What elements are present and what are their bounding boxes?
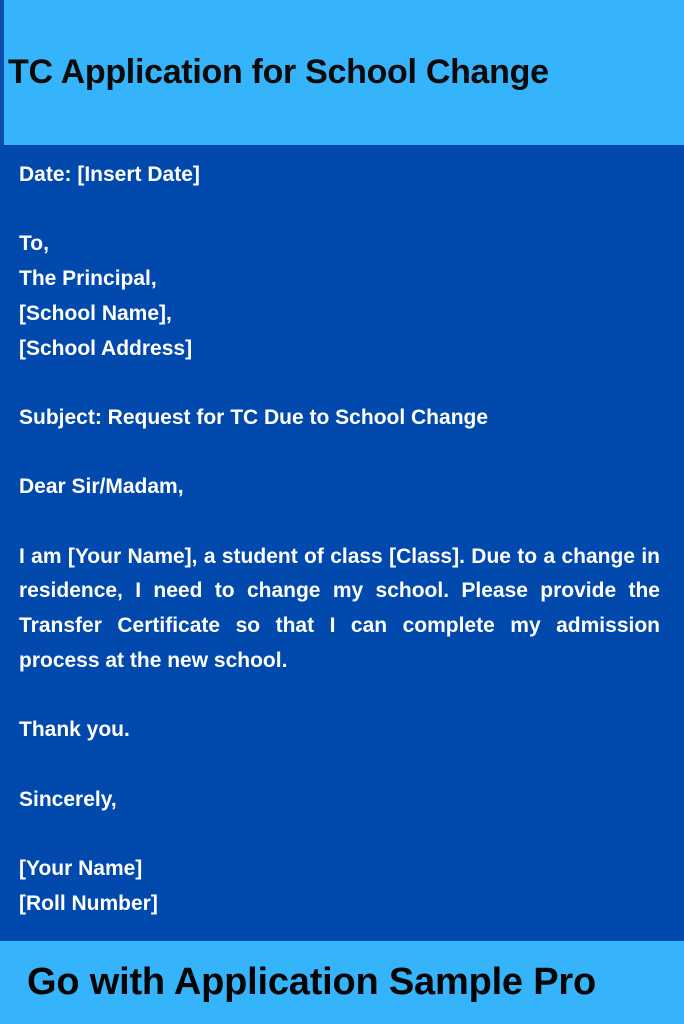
recipient-to: To, [19, 232, 49, 256]
closing-line: Sincerely, [19, 787, 117, 811]
spacer [19, 505, 660, 540]
spacer [19, 817, 660, 852]
salutation: Dear Sir/Madam, [19, 475, 184, 499]
page-title: TC Application for School Change [8, 53, 549, 91]
date-line: Date: [Insert Date] [19, 163, 200, 186]
recipient-school-address: [School Address] [19, 336, 193, 360]
spacer [19, 366, 660, 401]
recipient-school-name: [School Name], [19, 301, 172, 325]
body-paragraph: I am [Your Name], a student of class [Class]. Due to a change in residence, I need to change my school. Please provide the Transfer Certificate so that I can complete my admission process at the new school. [19, 544, 660, 672]
recipient-principal: The Principal, [19, 267, 157, 291]
signature-roll-number: [Roll Number] [19, 891, 158, 915]
signature-name: [Your Name] [19, 856, 143, 880]
spacer [19, 436, 660, 471]
letter-body [0, 145, 684, 941]
thanks-line: Thank you. [19, 718, 130, 742]
spacer [19, 748, 660, 783]
spacer [19, 678, 660, 713]
footer-banner [0, 941, 684, 1024]
header-banner [0, 0, 684, 145]
subject-line: Subject: Request for TC Due to School Change [19, 405, 489, 429]
spacer [19, 193, 660, 228]
footer-tagline: Go with Application Sample Pro [27, 961, 596, 1003]
